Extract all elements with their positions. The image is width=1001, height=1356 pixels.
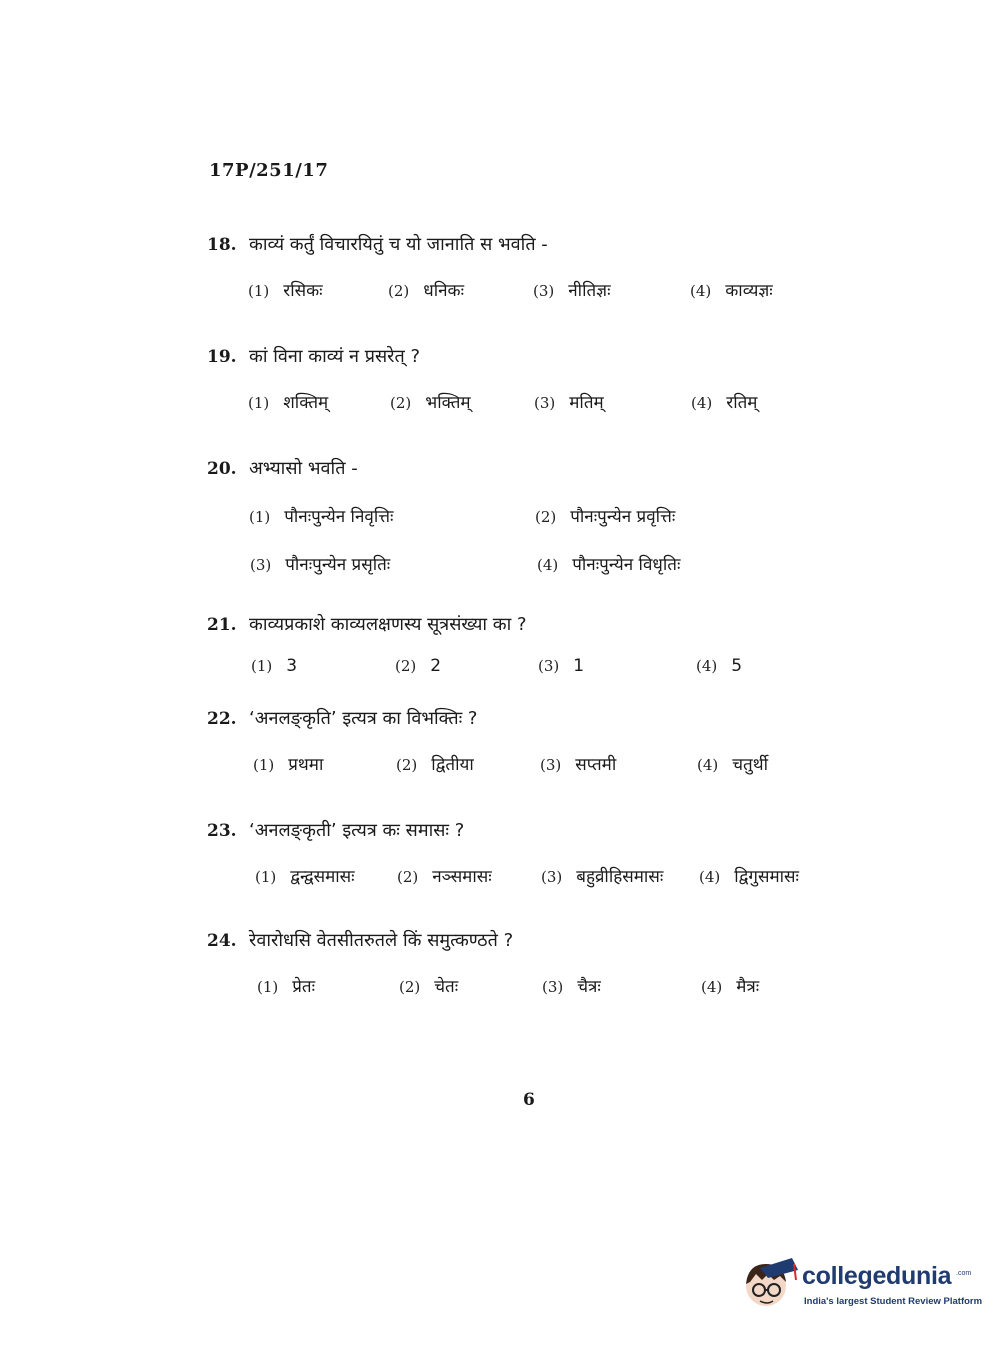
question-number: 22. — [207, 709, 237, 729]
question-22 — [207, 706, 847, 782]
option-1: (1) शक्तिम् — [248, 393, 329, 413]
option-4: (4) द्विगुसमासः — [699, 867, 799, 887]
question-24 — [207, 928, 847, 1004]
option-2: (2) चेतः — [399, 977, 459, 997]
option-3: (3) सप्तमी — [540, 755, 617, 775]
page-number: 6 — [523, 1090, 535, 1110]
option-1: (1) प्रेतः — [257, 977, 316, 997]
brand-name: collegedunia — [802, 1262, 952, 1290]
option-4: (4) मैत्रः — [701, 977, 760, 997]
option-2: (2) 2 — [395, 656, 442, 676]
option-3: (3) 1 — [538, 656, 585, 676]
option-2: (2) द्वितीया — [396, 755, 474, 775]
question-21 — [207, 612, 847, 686]
question-text: रेवारोधसि वेतसीतरुतले किं समुत्कण्ठते ? — [249, 930, 514, 951]
option-3: (3) पौनःपुन्येन प्रसृतिः — [250, 555, 391, 575]
question-text: काव्यप्रकाशे काव्यलक्षणस्य सूत्रसंख्या का ? — [249, 614, 527, 635]
option-1: (1) प्रथमा — [253, 755, 324, 775]
question-text: अभ्यासो भवति - — [249, 458, 358, 479]
paper-code: 17P/251/17 — [209, 160, 329, 181]
option-2: (2) धनिकः — [388, 281, 465, 301]
option-4: (4) रतिम् — [691, 393, 758, 413]
question-number: 20. — [207, 459, 237, 479]
option-4: (4) चतुर्थी — [697, 755, 769, 775]
question-20 — [207, 456, 847, 582]
option-3: (3) चैत्रः — [542, 977, 601, 997]
option-1: (1) पौनःपुन्येन निवृत्तिः — [249, 507, 394, 527]
option-4: (4) 5 — [696, 656, 743, 676]
collegedunia-watermark — [740, 1250, 983, 1320]
question-text: काव्यं कर्तुं विचारयितुं च यो जानाति स भवति - — [249, 234, 548, 255]
question-text: कां विना काव्यं न प्रसरेत् ? — [249, 346, 421, 367]
question-text: ‘अनलङ्कृती’ इत्यत्र कः समासः ? — [249, 820, 465, 841]
option-1: (1) रसिकः — [248, 281, 323, 301]
option-3: (3) बहुव्रीहिसमासः — [541, 867, 664, 887]
option-4: (4) पौनःपुन्येन विधृतिः — [537, 555, 681, 575]
question-number: 24. — [207, 931, 237, 951]
question-number: 21. — [207, 615, 237, 635]
option-2: (2) पौनःपुन्येन प्रवृत्तिः — [535, 507, 676, 527]
question-number: 18. — [207, 235, 237, 255]
option-1: (1) द्वन्द्वसमासः — [255, 867, 355, 887]
option-4: (4) काव्यज्ञः — [690, 281, 773, 301]
question-text: ‘अनलङ्कृति’ इत्यत्र का विभक्तिः ? — [249, 708, 478, 729]
option-3: (3) नीतिज्ञः — [533, 281, 611, 301]
brand-suffix: .com — [956, 1270, 972, 1277]
brand-tagline: India's largest Student Review Platform — [804, 1296, 983, 1307]
mascot-icon — [740, 1254, 802, 1316]
option-2: (2) भक्तिम् — [390, 393, 471, 413]
question-number: 19. — [207, 347, 237, 367]
option-2: (2) नञ्समासः — [397, 867, 492, 887]
question-19 — [207, 344, 847, 420]
question-number: 23. — [207, 821, 237, 841]
option-3: (3) मतिम् — [534, 393, 604, 413]
option-1: (1) 3 — [251, 656, 298, 676]
question-18 — [207, 232, 847, 308]
question-23 — [207, 818, 847, 894]
